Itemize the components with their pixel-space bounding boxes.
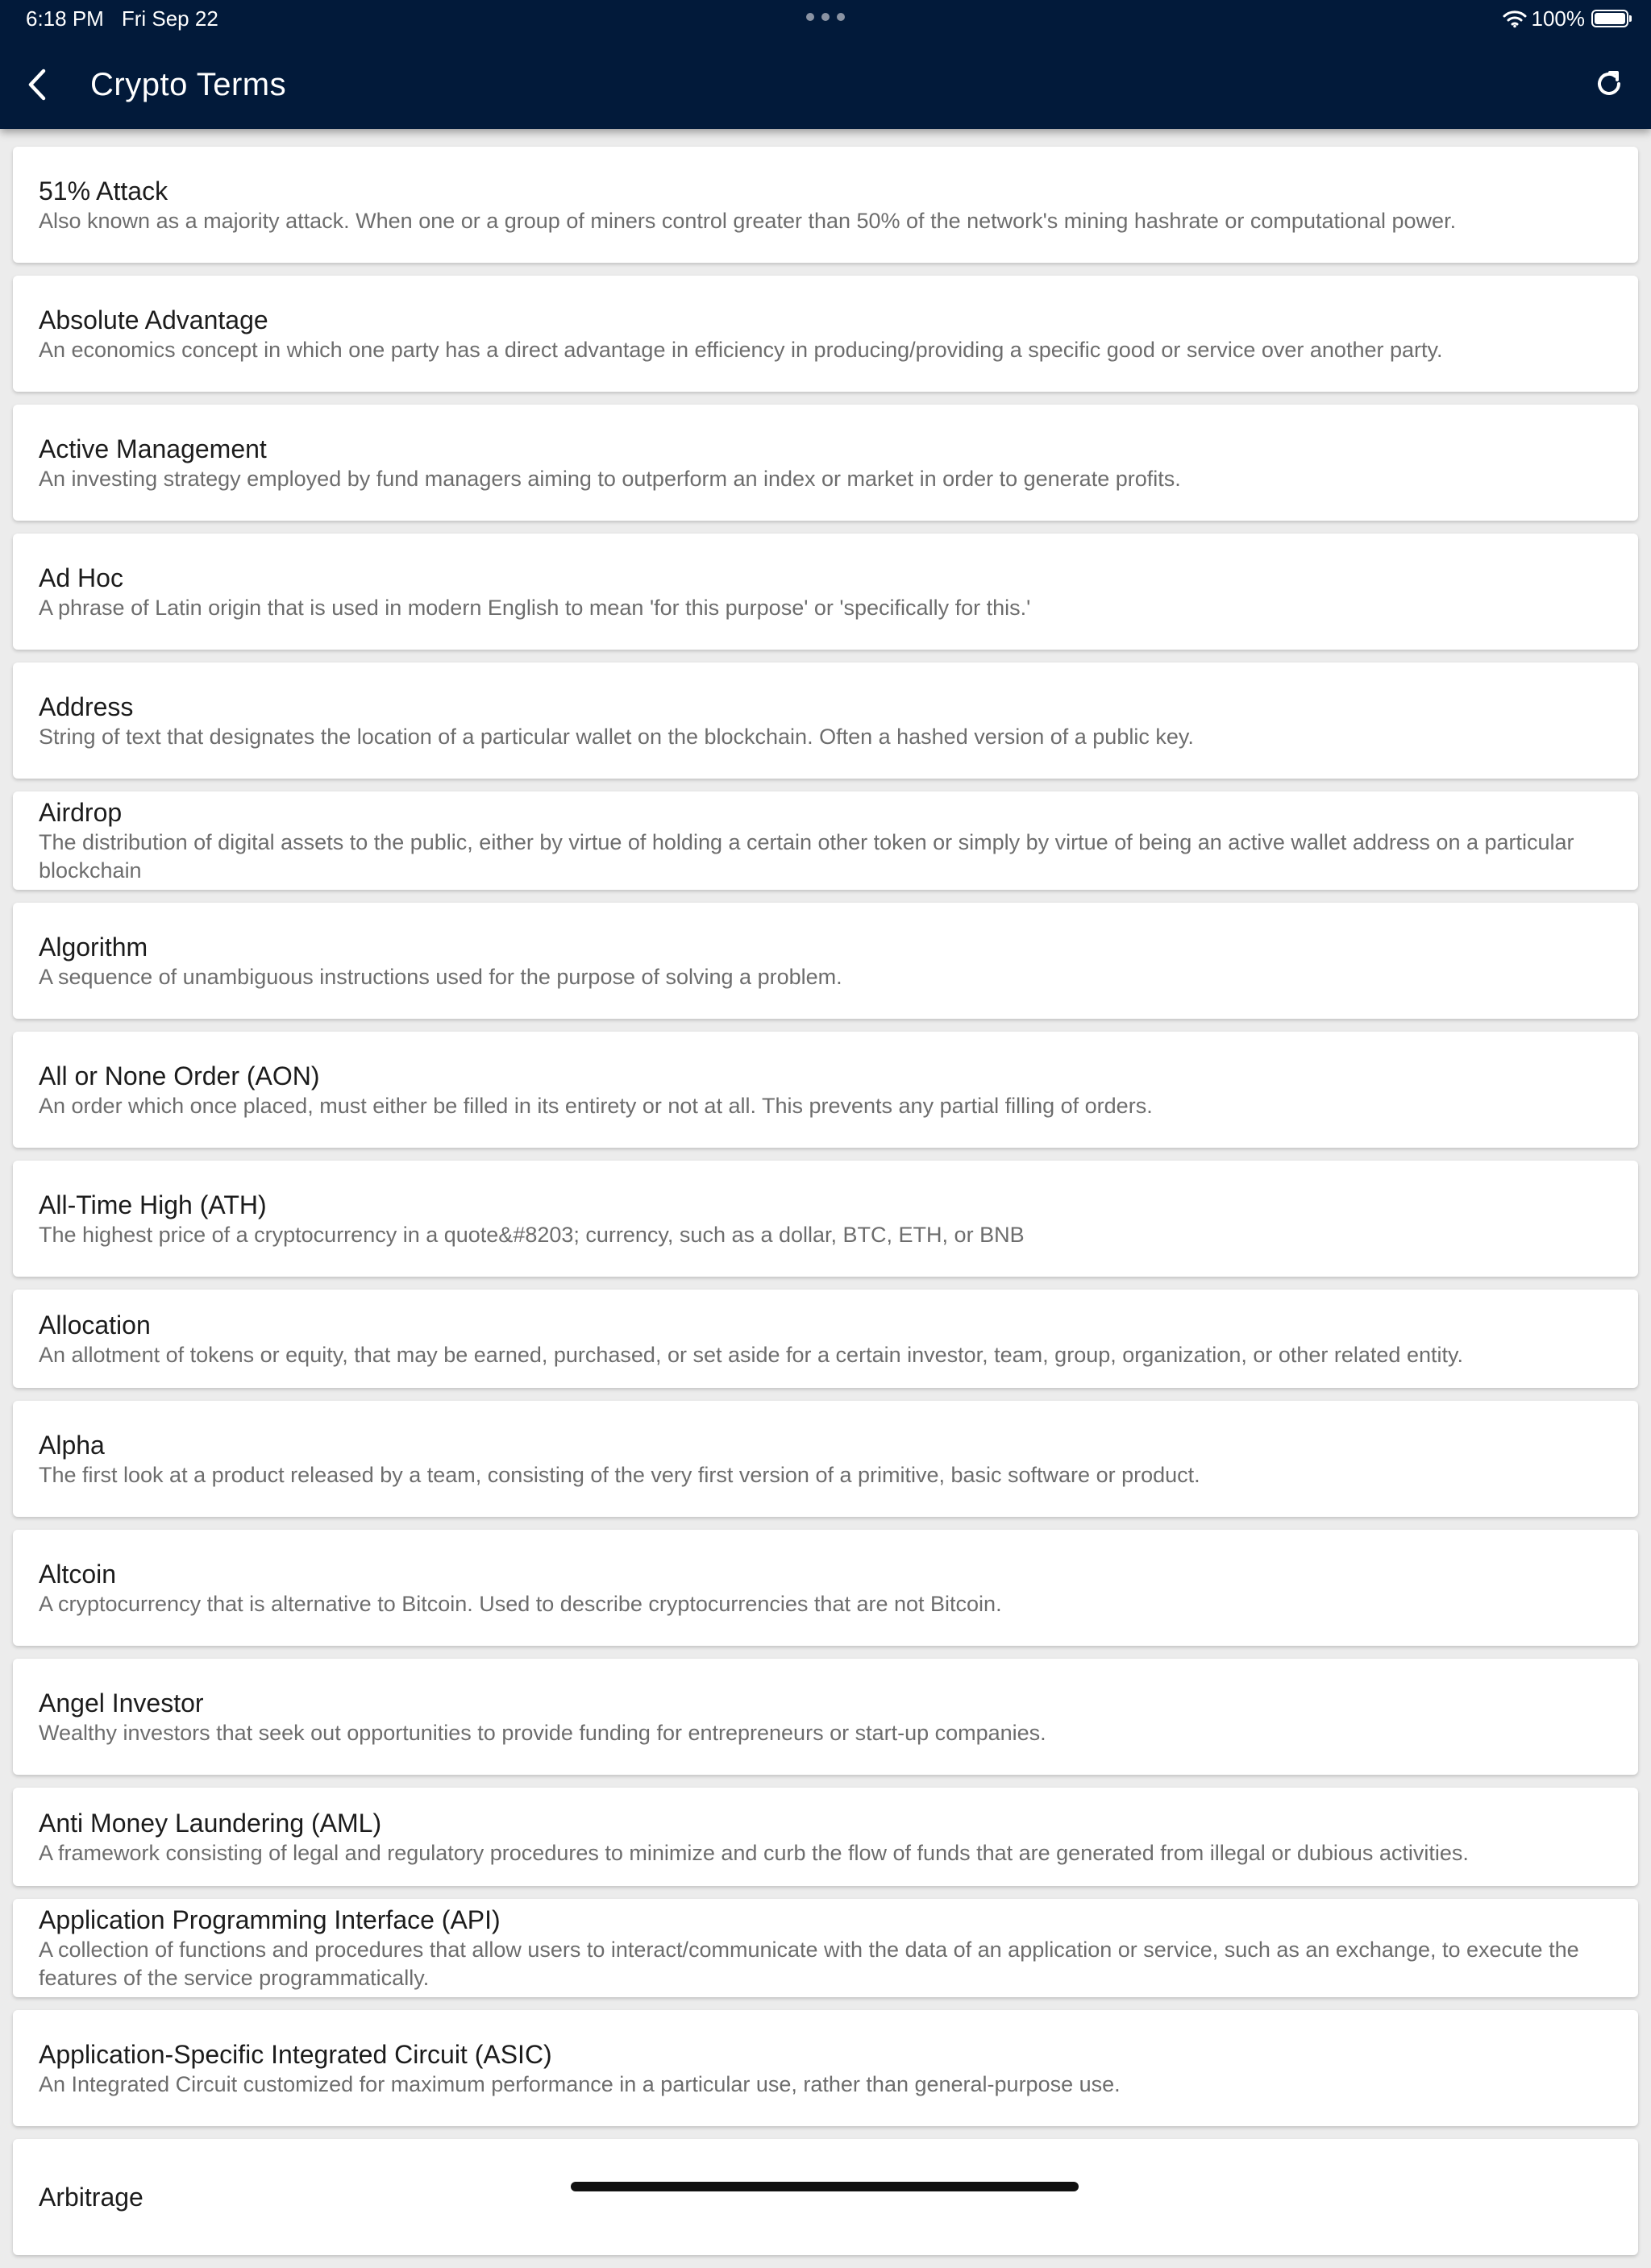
status-bar-left xyxy=(26,6,236,31)
term-title: Allocation xyxy=(39,1310,151,1340)
term-description: A cryptocurrency that is alternative to Bitcoin. Used to describe cryptocurrencies that are not Bitcoin. xyxy=(39,1591,1002,1616)
term-description: An order which once placed, must either be filled in its entirety or not at all. This prevents any partial filling of orders. xyxy=(39,1093,1153,1118)
back-button[interactable] xyxy=(18,63,56,106)
term-card[interactable] xyxy=(13,147,1638,263)
home-indicator[interactable] xyxy=(571,2182,1079,2191)
term-description: An Integrated Circuit customized for maximum performance in a particular use, rather than general-purpose use. xyxy=(39,2071,1121,2096)
term-title: Application-Specific Integrated Circuit (ASIC) xyxy=(39,2039,552,2069)
term-title: Ad Hoc xyxy=(39,563,123,592)
term-card[interactable] xyxy=(13,1161,1638,1277)
term-title: Algorithm xyxy=(39,932,148,962)
term-title: All or None Order (AON) xyxy=(39,1061,320,1090)
term-card[interactable] xyxy=(13,534,1638,650)
term-description: The highest price of a cryptocurrency in a quote&#8203; currency, such as a dollar, BTC, ETH, or BNB xyxy=(39,1222,1025,1247)
term-description: An economics concept in which one party has a direct advantage in efficiency in producing/providing a specific good or service over another party. xyxy=(39,337,1443,362)
refresh-button[interactable] xyxy=(1588,63,1630,105)
term-title: Absolute Advantage xyxy=(39,305,268,334)
term-card[interactable] xyxy=(13,2139,1638,2255)
term-title: All-Time High (ATH) xyxy=(39,1190,267,1219)
term-card[interactable] xyxy=(13,405,1638,521)
term-card[interactable] xyxy=(13,1899,1638,1997)
term-card[interactable] xyxy=(13,1659,1638,1775)
term-card[interactable] xyxy=(13,663,1638,779)
status-date: Fri Sep 22 xyxy=(121,6,218,31)
term-title: Angel Investor xyxy=(39,1688,204,1718)
status-time: 6:18 PM xyxy=(26,6,104,31)
term-description: A sequence of unambiguous instructions used for the purpose of solving a problem. xyxy=(39,964,842,989)
term-title: 51% Attack xyxy=(39,176,168,206)
term-description: A phrase of Latin origin that is used in modern English to mean 'for this purpose' or 'specifically for this.' xyxy=(39,595,1031,620)
term-description: The distribution of digital assets to the public, either by virtue of holding a certain other token or simply by virtue of being an active wallet address on a particular blockchain xyxy=(39,830,1574,883)
battery-percentage: 100% xyxy=(1531,6,1585,31)
term-card[interactable] xyxy=(13,1788,1638,1886)
term-card[interactable] xyxy=(13,903,1638,1019)
term-title: Altcoin xyxy=(39,1559,117,1589)
term-description: String of text that designates the location of a particular wallet on the blockchain. Often a hashed version of a public key. xyxy=(39,724,1194,749)
term-card[interactable] xyxy=(13,1290,1638,1388)
wifi-icon xyxy=(1503,9,1527,28)
battery-icon xyxy=(1591,10,1628,27)
term-title: Application Programming Interface (API) xyxy=(39,1905,501,1934)
term-title: Active Management xyxy=(39,434,267,463)
chevron-left-icon xyxy=(27,69,48,101)
term-title: Arbitrage xyxy=(39,2183,143,2212)
page-title: Crypto Terms xyxy=(90,67,287,102)
term-description: An allotment of tokens or equity, that may be earned, purchased, or set aside for a certain investor, team, group, organization, or other related entity. xyxy=(39,1342,1463,1367)
term-description: The first look at a product released by a team, consisting of the very first version of a primitive, basic software or product. xyxy=(39,1462,1200,1487)
term-title: Address xyxy=(39,692,134,721)
term-card[interactable] xyxy=(13,2010,1638,2126)
term-card[interactable] xyxy=(13,1401,1638,1517)
term-description: A collection of functions and procedures that allow users to interact/communicate with the data of an application or service, such as an exchange, to execute the features of the service programmatically. xyxy=(39,1938,1579,1990)
term-card[interactable] xyxy=(13,1530,1638,1646)
multitasking-dots-icon[interactable] xyxy=(806,11,845,23)
app-header xyxy=(0,0,1651,129)
term-description: Wealthy investors that seek out opportunities to provide funding for entrepreneurs or start-up companies. xyxy=(39,1720,1046,1745)
refresh-icon xyxy=(1594,69,1624,99)
term-title: Anti Money Laundering (AML) xyxy=(39,1808,382,1838)
status-bar-right xyxy=(1503,5,1629,32)
terms-list xyxy=(13,147,1638,2268)
term-description: An investing strategy employed by fund managers aiming to outperform an index or market in order to generate profits. xyxy=(39,466,1181,491)
term-card[interactable] xyxy=(13,791,1638,890)
term-card[interactable] xyxy=(13,276,1638,392)
term-title: Alpha xyxy=(39,1430,105,1460)
term-card[interactable] xyxy=(13,1032,1638,1148)
term-title: Airdrop xyxy=(39,798,123,827)
term-description: A framework consisting of legal and regulatory procedures to minimize and curb the flow of funds that are generated from illegal or dubious activities. xyxy=(39,1840,1469,1865)
term-description: Also known as a majority attack. When one or a group of miners control greater than 50% of the network's mining hashrate or computational power. xyxy=(39,208,1457,233)
